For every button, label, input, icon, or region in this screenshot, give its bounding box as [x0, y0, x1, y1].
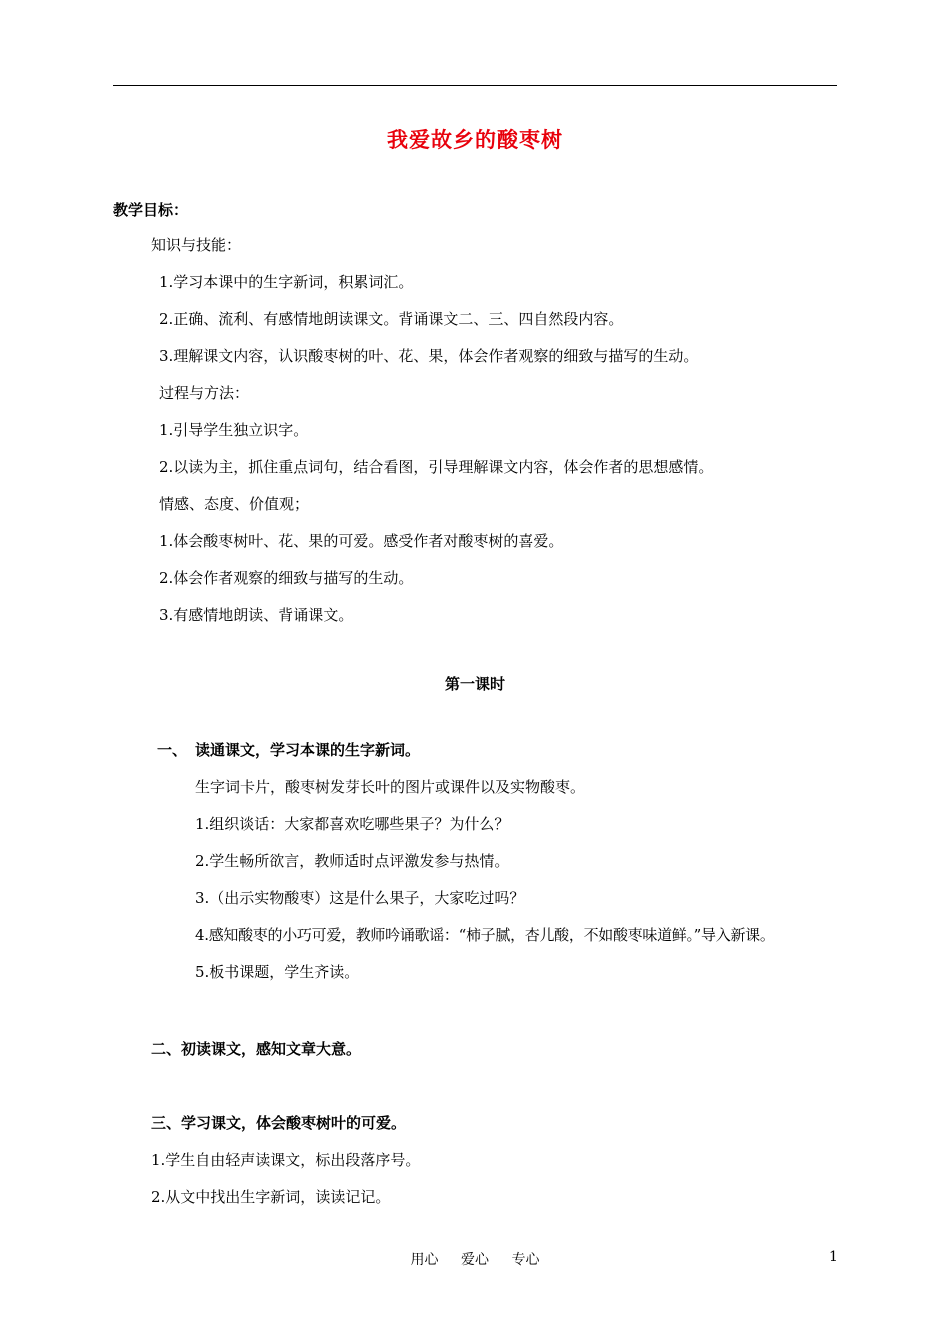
- section1-prep: 生字词卡片，酸枣树发芽长叶的图片或课件以及实物酸枣。: [195, 778, 586, 796]
- section2-heading: 二、初读课文，感知文章大意。: [151, 1040, 362, 1058]
- section3-item: 2.从文中找出生字新词，读读记记。: [151, 1188, 391, 1206]
- section1-item: 1.组织谈话：大家都喜欢吃哪些果子？为什么？: [195, 815, 510, 833]
- section1-item: 5.板书课题，学生齐读。: [195, 963, 360, 981]
- lesson-title: 第一课时: [444, 675, 505, 693]
- section1-heading: 读通课文，学习本课的生字新词。: [195, 741, 421, 759]
- emotion-item: 1.体会酸枣树叶、花、果的可爱。感受作者对酸枣树的喜爱。: [159, 532, 564, 550]
- section1-item: 3.（出示实物酸枣）这是什么果子，大家吃过吗？: [195, 889, 525, 907]
- footer-part: 爱心: [461, 1252, 489, 1268]
- knowledge-item: 3.理解课文内容，认识酸枣树的叶、花、果，体会作者观察的细致与描写的生动。: [159, 347, 699, 365]
- section1-item: 2.学生畅所欲言，教师适时点评激发参与热情。: [195, 852, 510, 870]
- objectives-heading: 教学目标：: [113, 201, 189, 219]
- knowledge-item: 2.正确、流利、有感情地朗读课文。背诵课文二、三、四自然段内容。: [159, 310, 624, 328]
- knowledge-heading: 知识与技能：: [151, 236, 242, 254]
- document-title: 我爱故乡的酸枣树: [387, 127, 563, 152]
- process-heading: 过程与方法：: [159, 384, 250, 402]
- section1-item: 4.感知酸枣的小巧可爱，教师吟诵歌谣：“柿子腻，杏儿酸，不如酸枣味道鲜。”导入新课。: [195, 926, 775, 944]
- process-item: 1.引导学生独立识字。: [159, 421, 309, 439]
- footer-motto: [0, 1249, 950, 1269]
- emotion-item: 2.体会作者观察的细致与描写的生动。: [159, 569, 414, 587]
- footer-part: 专心: [511, 1252, 540, 1268]
- header-rule: [113, 85, 837, 86]
- emotion-item: 3.有感情地朗读、背诵课文。: [159, 606, 354, 624]
- footer-part: 用心: [410, 1252, 439, 1268]
- knowledge-item: 1.学习本课中的生字新词，积累词汇。: [159, 273, 414, 291]
- section3-item: 1.学生自由轻声读课文，标出段落序号。: [151, 1151, 421, 1169]
- process-item: 2.以读为主，抓住重点词句，结合看图，引导理解课文内容，体会作者的思想感情。: [159, 458, 714, 476]
- section3-heading: 三、学习课文，体会酸枣树叶的可爱。: [151, 1114, 407, 1132]
- page-number: 1: [829, 1249, 838, 1265]
- section1-number: 一、: [157, 741, 188, 759]
- emotion-heading: 情感、态度、价值观；: [159, 495, 310, 513]
